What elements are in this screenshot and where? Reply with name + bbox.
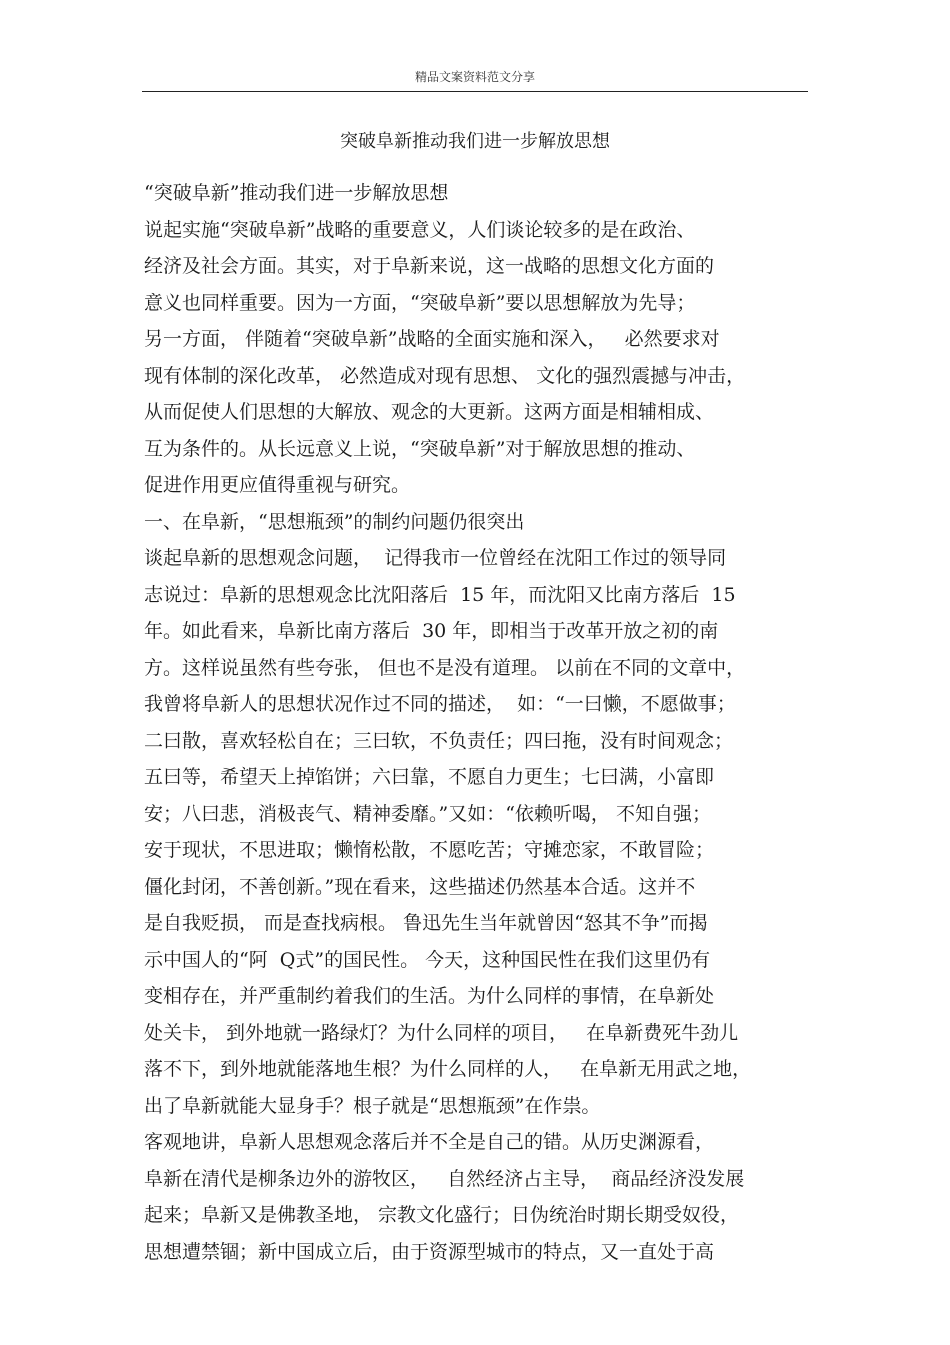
body-line: 处关卡， 到外地就一路绿灯？为什么同样的项目， 在阜新费死牛劲儿 <box>144 1021 739 1044</box>
subtitle-line: “突破阜新”推动我们进一步解放思想 <box>144 182 449 204</box>
body-line: 谈起阜新的思想观念问题， 记得我市一位曾经在沈阳工作过的领导同 <box>144 547 727 569</box>
body-line: 思想遭禁锢；新中国成立后，由于资源型城市的特点，又一直处于高 <box>144 1240 715 1263</box>
body-line: 安；八曰悲，消极丧气、精神委靡。”又如：“依赖听喝， 不知自强； <box>144 802 711 825</box>
body-line: 五曰等，希望天上掉馅饼；六曰靠，不愿自力更生；七曰满，小富即 <box>144 766 715 788</box>
header-divider <box>142 91 808 92</box>
body-line: 从而促使人们思想的大解放、观念的大更新。这两方面是相辅相成、 <box>144 401 715 423</box>
document-title: 突破阜新推动我们进一步解放思想 <box>340 131 610 152</box>
body-line: 现有体制的深化改革， 必然造成对现有思想、 文化的强烈震撼与冲击， <box>144 364 746 387</box>
body-line: 我曾将阜新人的思想状况作过不同的描述， 如：“一曰懒，不愿做事； <box>144 693 736 715</box>
body-line: 出了阜新就能大显身手？根子就是“思想瓶颈”在作祟。 <box>144 1094 601 1117</box>
body-line: 经济及社会方面。其实，对于阜新来说，这一战略的思想文化方面的 <box>144 255 715 277</box>
body-line: 意义也同样重要。因为一方面，“突破阜新”要以思想解放为先导； <box>144 291 696 314</box>
body-line: 说起实施“突破阜新”战略的重要意义，人们谈论较多的是在政治、 <box>144 218 696 241</box>
section-heading: 一、在阜新，“思想瓶颈”的制约问题仍很突出 <box>144 510 525 533</box>
body-line: 僵化封闭，不善创新。”现在看来，这些描述仍然基本合适。这并不 <box>144 875 696 898</box>
body-line: 起来；阜新又是佛教圣地， 宗教文化盛行；日伪统治时期长期受奴役， <box>144 1204 740 1226</box>
body-line: 互为条件的。从长远意义上说，“突破阜新”对于解放思想的推动、 <box>144 437 696 460</box>
body-line: 方。这样说虽然有些夸张， 但也不是没有道理。 以前在不同的文章中， <box>144 656 746 679</box>
body-line: 落不下，到外地就能落地生根？为什么同样的人， 在阜新无用武之地， <box>144 1058 752 1080</box>
body-line: 阜新在清代是柳条边外的游牧区， 自然经济占主导， 商品经济没发展 <box>144 1167 745 1190</box>
body-line: 促进作用更应值得重视与研究。 <box>144 474 411 496</box>
page-header: 精品文案资料范文分享 <box>414 70 535 84</box>
body-line: 志说过：阜新的思想观念比沈阳落后 15 年，而沈阳又比南方落后 15 <box>144 583 736 606</box>
body-line: 示中国人的“阿 Q式”的国民性。 今天，这种国民性在我们这里仍有 <box>144 948 711 971</box>
body-line: 二曰散，喜欢轻松自在；三曰软，不负责任；四曰拖，没有时间观念； <box>144 729 734 752</box>
document-body <box>144 175 808 1270</box>
body-line: 变相存在，并严重制约着我们的生活。为什么同样的事情，在阜新处 <box>144 985 715 1007</box>
body-line: 安于现状，不思进取；懒惰松散，不愿吃苦；守摊恋家，不敢冒险； <box>144 839 715 861</box>
body-line: 是自我贬损， 而是查找病根。 鲁迅先生当年就曾因“怒其不争”而揭 <box>144 912 708 934</box>
body-line: 另一方面， 伴随着“突破阜新”战略的全面实施和深入， 必然要求对 <box>144 328 720 350</box>
body-line: 客观地讲，阜新人思想观念落后并不全是自己的错。从历史渊源看， <box>144 1131 715 1153</box>
body-line: 年。如此看来，阜新比南方落后 30 年，即相当于改革开放之初的南 <box>144 620 719 642</box>
